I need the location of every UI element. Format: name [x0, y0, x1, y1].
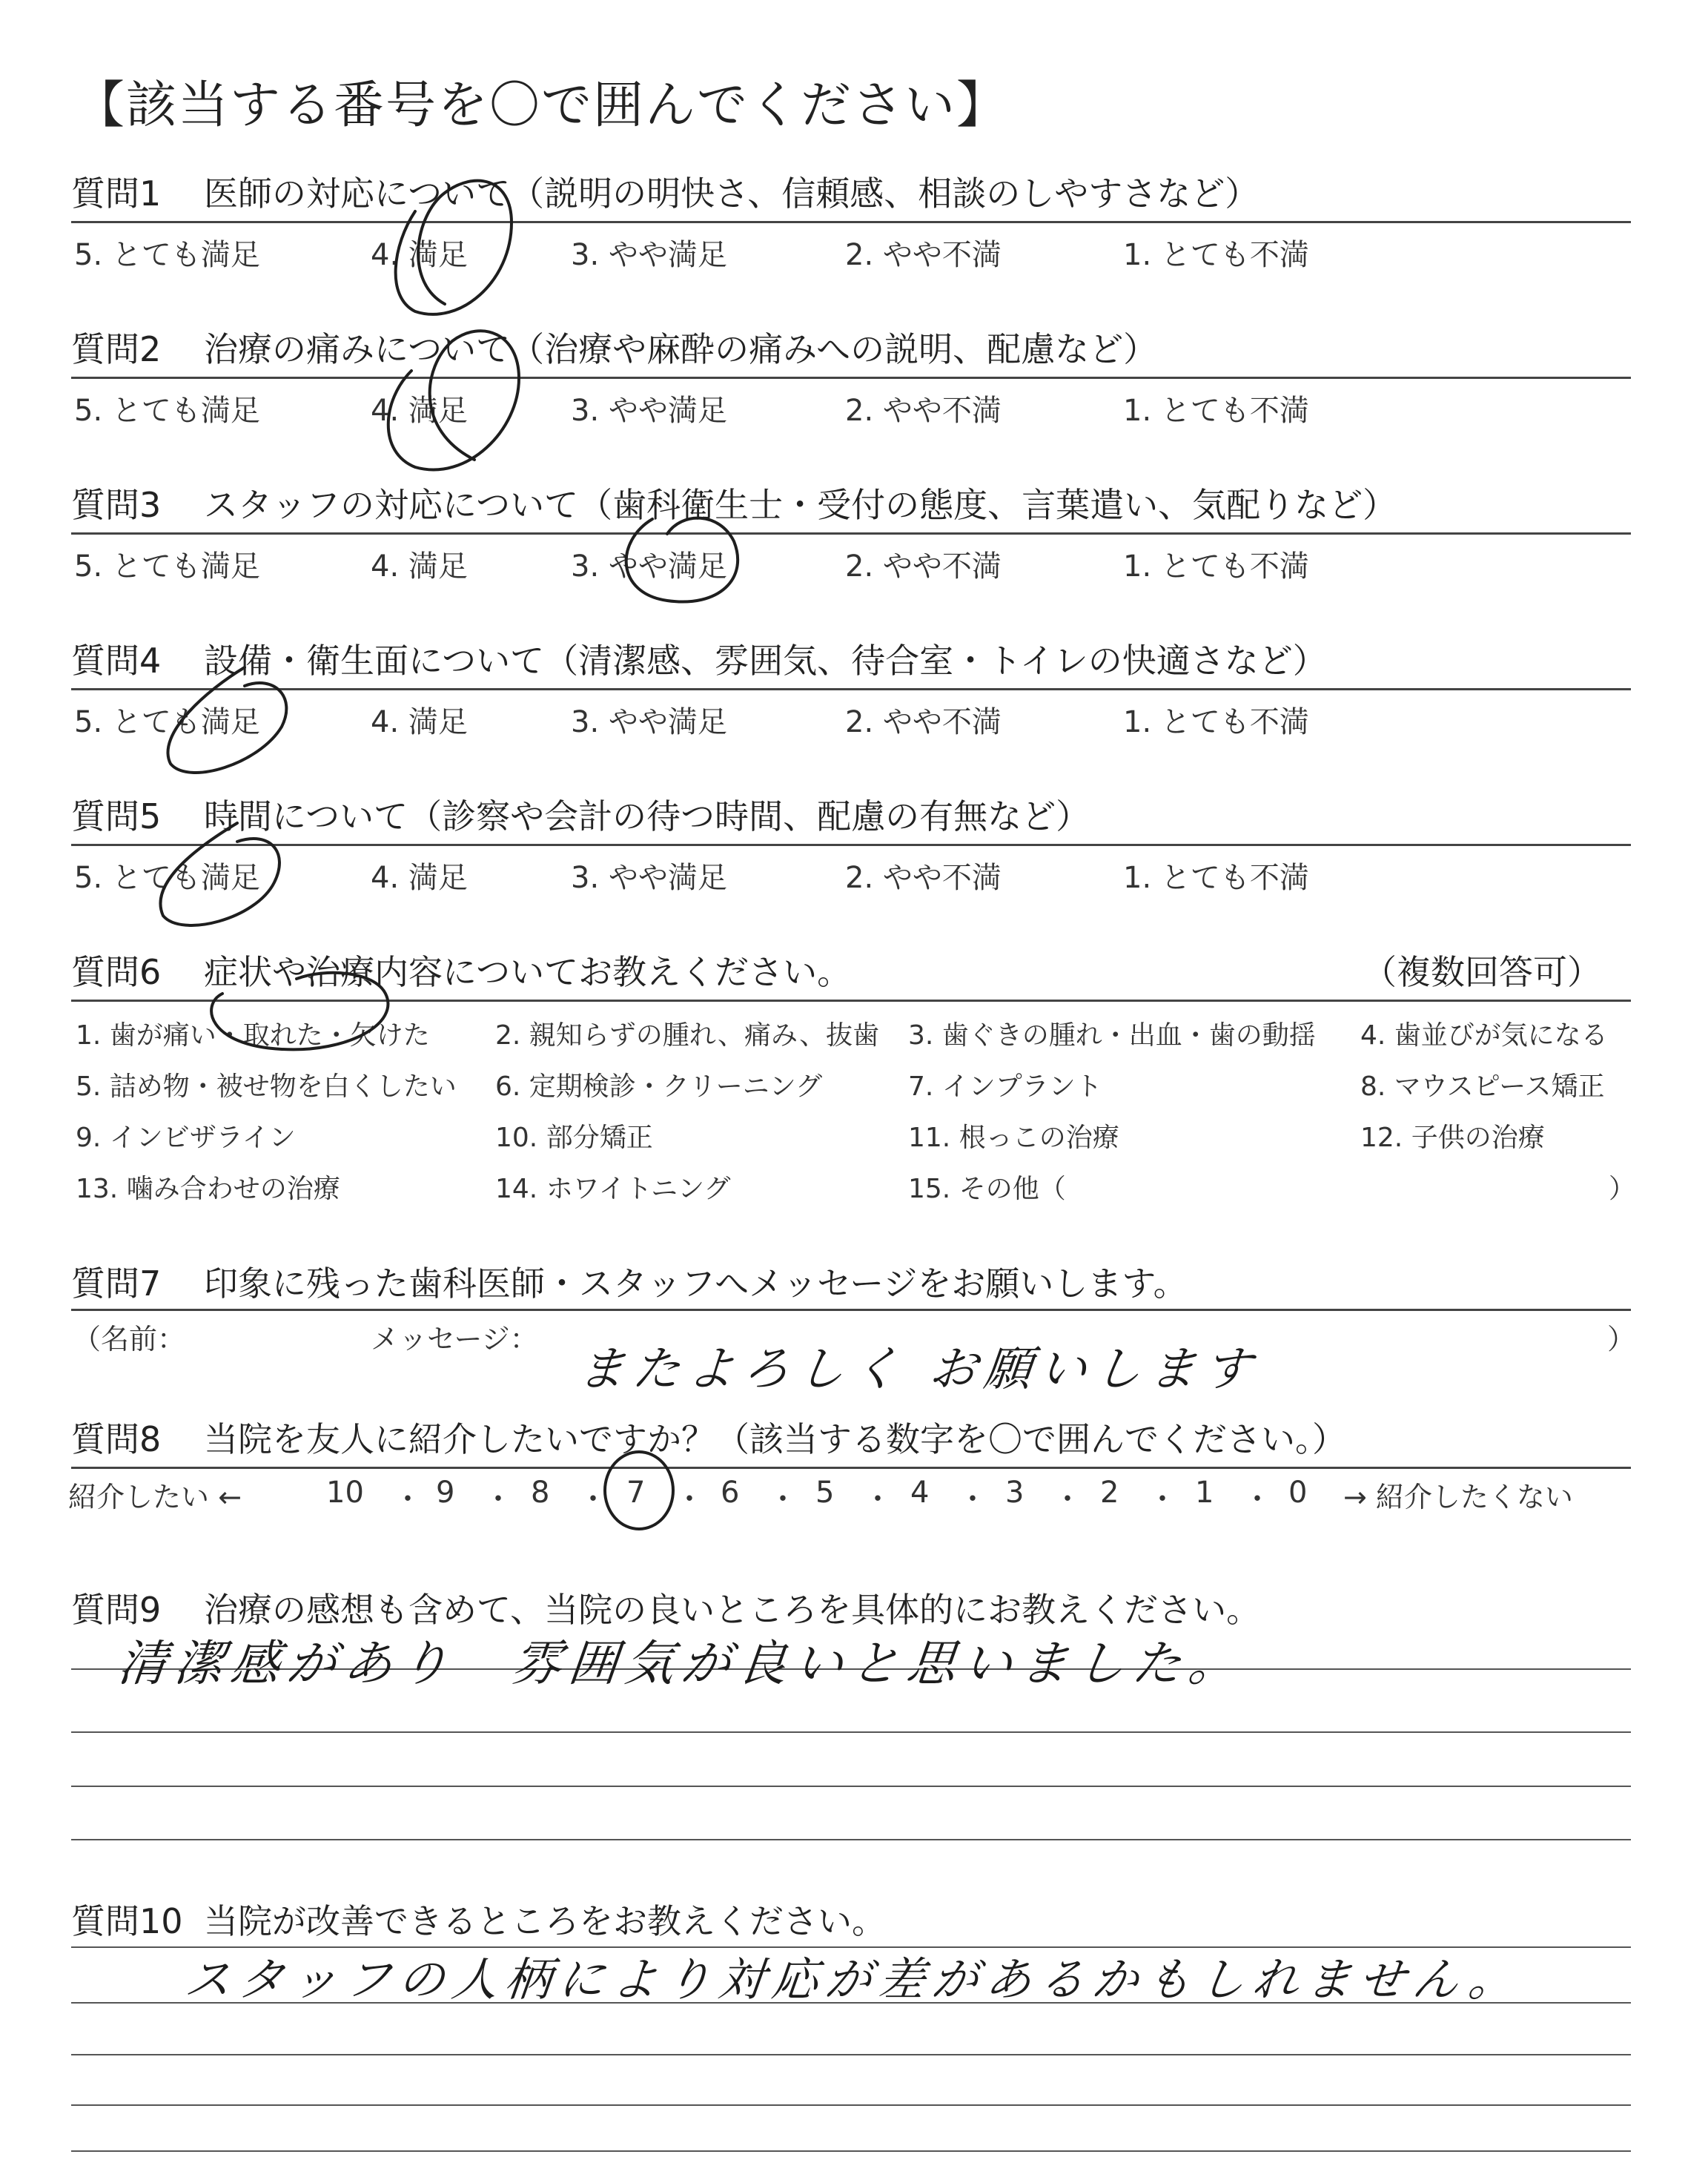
q8-scale-1[interactable]: 1 — [1195, 1476, 1214, 1510]
question-5-label: 質問5 — [71, 796, 162, 836]
q5-option-5[interactable]: 5. とても満足 — [74, 861, 260, 895]
question-2-text: 治療の痛みについて（治療や麻酔の痛みへの説明、配慮など） — [204, 329, 1158, 369]
q4-option-1[interactable]: 1. とても不満 — [1123, 705, 1309, 739]
question-7-text: 印象に残った歯科医師・スタッフへメッセージをお願いします。 — [204, 1264, 1188, 1304]
q8-right-label: → 紹介したくない — [1343, 1481, 1573, 1513]
q1-option-5[interactable]: 5. とても満足 — [74, 238, 260, 272]
q2-option-3[interactable]: 3. やや満足 — [571, 394, 727, 428]
q8-scale-5[interactable]: 5 — [815, 1476, 835, 1510]
question-2-label: 質問2 — [71, 329, 162, 369]
q6-option-15-close: ） — [1609, 1174, 1636, 1204]
question-6-text: 症状や治療内容についてお教えください。 — [204, 952, 852, 992]
q1-option-4[interactable]: 4. 満足 — [371, 238, 468, 272]
q3-option-1[interactable]: 1. とても不満 — [1123, 549, 1309, 584]
q8-scale-sep: ・ — [768, 1482, 798, 1516]
q4-option-3[interactable]: 3. やや満足 — [571, 705, 727, 739]
q8-selection-circle — [605, 1452, 673, 1529]
q2-option-2[interactable]: 2. やや不満 — [845, 394, 1002, 428]
q8-scale-8[interactable]: 8 — [531, 1476, 550, 1510]
q3-option-5[interactable]: 5. とても満足 — [74, 549, 260, 584]
question-10-label: 質問10 — [71, 1901, 183, 1941]
q6-option-5[interactable]: 5. 詰め物・被せ物を白くしたい — [76, 1071, 457, 1102]
question-6-note: （複数回答可） — [1363, 952, 1601, 992]
q2-option-4[interactable]: 4. 満足 — [371, 394, 468, 428]
q6-option-6[interactable]: 6. 定期検診・クリーニング — [495, 1071, 823, 1102]
q8-scale-3[interactable]: 3 — [1005, 1476, 1025, 1510]
q6-option-9[interactable]: 9. インビザライン — [76, 1123, 296, 1153]
q5-option-3[interactable]: 3. やや満足 — [571, 861, 727, 895]
q8-scale-6[interactable]: 6 — [721, 1476, 740, 1510]
q6-option-8[interactable]: 8. マウスピース矯正 — [1360, 1071, 1605, 1102]
question-6-label: 質問6 — [71, 952, 162, 992]
q4-option-2[interactable]: 2. やや不満 — [845, 705, 1002, 739]
q8-scale-0[interactable]: 0 — [1288, 1476, 1308, 1510]
q8-scale-sep: ・ — [1242, 1482, 1272, 1516]
q2-option-5[interactable]: 5. とても満足 — [74, 394, 260, 428]
q8-scale-sep: ・ — [1148, 1482, 1177, 1516]
q4-option-4[interactable]: 4. 満足 — [371, 705, 468, 739]
q8-scale-sep: ・ — [578, 1482, 608, 1516]
question-3-text: スタッフの対応について（歯科衛生士・受付の態度、言葉遣い、気配りなど） — [204, 485, 1397, 525]
form-title: 【該当する番号を〇で囲んでください】 — [74, 76, 1009, 135]
q8-scale-sep: ・ — [483, 1482, 513, 1516]
question-4-label: 質問4 — [71, 641, 162, 681]
q4-selection-loop — [168, 667, 286, 773]
q8-scale-10[interactable]: 10 — [326, 1476, 364, 1510]
q2-option-1[interactable]: 1. とても不満 — [1123, 394, 1309, 428]
q7-close-paren: ） — [1607, 1323, 1636, 1355]
q6-selection-loop — [211, 973, 388, 1050]
q5-option-1[interactable]: 1. とても不満 — [1123, 861, 1309, 895]
question-10-text: 当院が改善できるところをお教えください。 — [204, 1901, 886, 1941]
q7-handwritten-message[interactable]: またよろしく お願いします — [575, 1342, 1262, 1397]
question-1-label: 質問1 — [71, 174, 162, 214]
question-4-text: 設備・衛生面について（清潔感、雰囲気、待合室・トイレの快適さなど） — [204, 641, 1327, 681]
q8-scale-sep: ・ — [1053, 1482, 1082, 1516]
q6-option-11[interactable]: 11. 根っこの治療 — [908, 1123, 1119, 1153]
question-8-label: 質問8 — [71, 1419, 162, 1459]
q5-option-4[interactable]: 4. 満足 — [371, 861, 468, 895]
q5-option-2[interactable]: 2. やや不満 — [845, 861, 1002, 895]
q6-option-12[interactable]: 12. 子供の治療 — [1360, 1123, 1545, 1153]
q6-option-10[interactable]: 10. 部分矯正 — [495, 1123, 653, 1153]
q1-option-1[interactable]: 1. とても不満 — [1123, 238, 1309, 272]
q3-selection-loop — [626, 518, 738, 602]
question-8-text: 当院を友人に紹介したいですか？（該当する数字を〇で囲んでください。） — [204, 1419, 1346, 1459]
q6-option-7[interactable]: 7. インプラント — [908, 1071, 1102, 1102]
question-3-label: 質問3 — [71, 485, 162, 525]
q6-option-15[interactable]: 15. その他（ — [908, 1174, 1066, 1204]
q8-scale-sep: ・ — [863, 1482, 893, 1516]
q8-scale-9[interactable]: 9 — [436, 1476, 455, 1510]
q8-scale-7[interactable]: 7 — [626, 1476, 646, 1510]
q10-handwritten-answer[interactable]: スタッフの人柄により対応が差があるかもしれません。 — [182, 1952, 1526, 2007]
q1-option-3[interactable]: 3. やや満足 — [571, 238, 727, 272]
question-9-text: 治療の感想も含めて、当院の良いところを具体的にお教えください。 — [204, 1590, 1261, 1630]
q8-scale-sep: ・ — [675, 1482, 704, 1516]
q3-option-3[interactable]: 3. やや満足 — [571, 549, 727, 584]
q5-selection-loop — [160, 823, 279, 925]
q1-selection-loop — [396, 181, 512, 314]
q8-scale-4[interactable]: 4 — [910, 1476, 930, 1510]
q3-option-4[interactable]: 4. 満足 — [371, 549, 468, 584]
q7-message-label: メッセージ： — [371, 1323, 538, 1355]
q6-option-1[interactable]: 1. 歯が痛い・取れた・欠けた — [76, 1020, 430, 1051]
question-1-text: 医師の対応について（説明の明快さ、信頼感、相談のしやすさなど） — [204, 174, 1260, 214]
q8-scale-2[interactable]: 2 — [1100, 1476, 1119, 1510]
q4-option-5[interactable]: 5. とても満足 — [74, 705, 260, 739]
q6-option-14[interactable]: 14. ホワイトニング — [495, 1174, 731, 1204]
q6-option-2[interactable]: 2. 親知らずの腫れ、痛み、抜歯 — [495, 1020, 880, 1051]
q6-option-13[interactable]: 13. 噛み合わせの治療 — [76, 1174, 340, 1204]
q9-handwritten-answer[interactable]: 清潔感があり 雰囲気が良いと思いました。 — [115, 1635, 1248, 1692]
q8-scale-sep: ・ — [958, 1482, 987, 1516]
q3-option-2[interactable]: 2. やや不満 — [845, 549, 1002, 584]
q7-name-label: （名前： — [73, 1323, 186, 1355]
q8-scale-sep: ・ — [393, 1482, 423, 1516]
q1-option-2[interactable]: 2. やや不満 — [845, 238, 1002, 272]
question-9-label: 質問9 — [71, 1590, 162, 1630]
q8-left-label: 紹介したい ← — [68, 1481, 242, 1513]
q6-option-3[interactable]: 3. 歯ぐきの腫れ・出血・歯の動揺 — [908, 1020, 1316, 1051]
q6-option-4[interactable]: 4. 歯並びが気になる — [1360, 1020, 1608, 1051]
q2-selection-loop — [388, 331, 519, 469]
question-5-text: 時間について（診察や会計の待つ時間、配慮の有無など） — [204, 796, 1090, 836]
question-7-label: 質問7 — [71, 1264, 162, 1304]
